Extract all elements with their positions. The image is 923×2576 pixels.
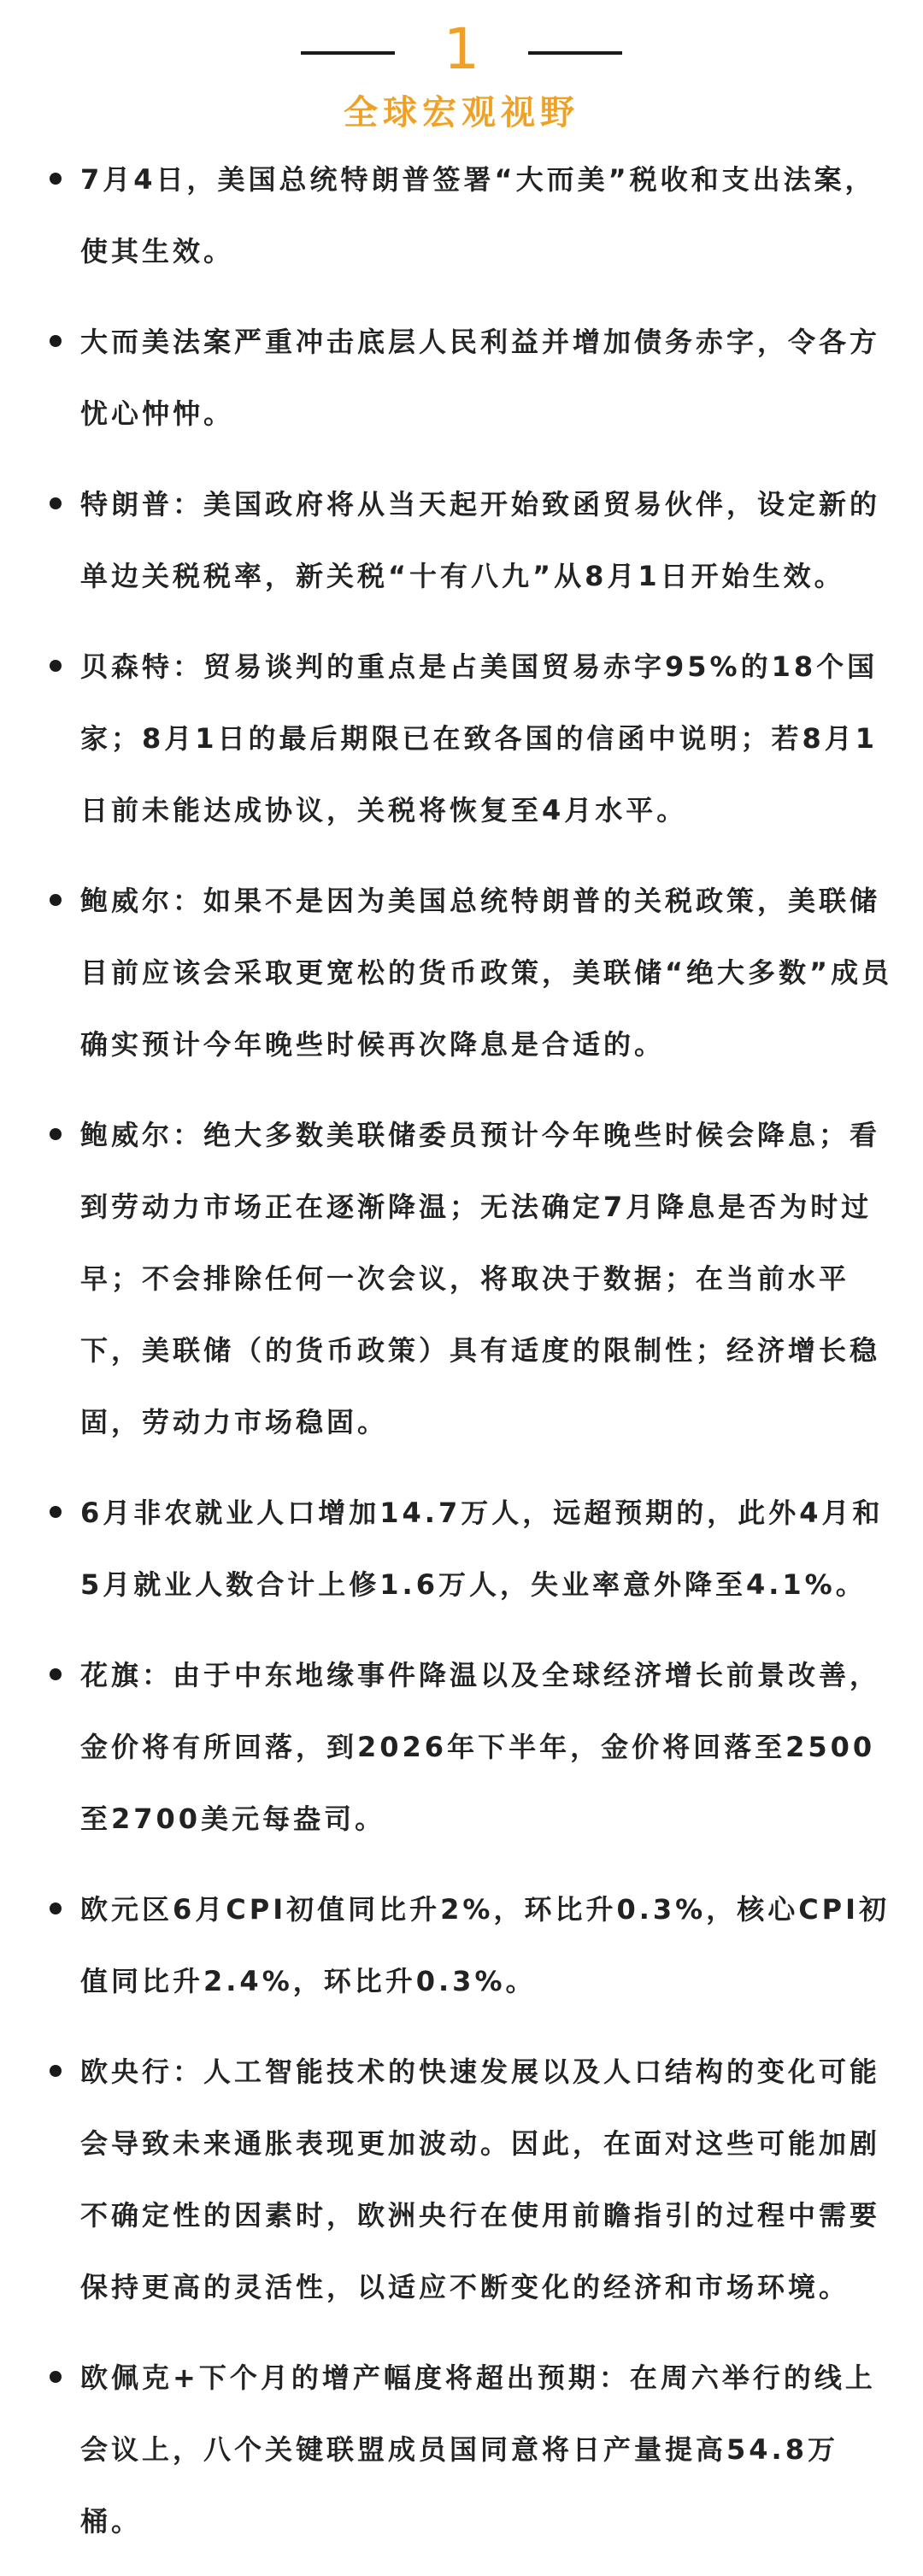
section-number: 1 (444, 16, 479, 82)
news-item (50, 1873, 896, 2017)
right-divider-line (528, 51, 622, 55)
news-item-text: 花旗：由于中东地缘事件降温以及全球经济增长前景改善，金价将有所回落，到2026年下半年，金价将回落至2500至2700美元每盎司。 (80, 1659, 881, 1835)
news-item (50, 468, 896, 612)
news-item (50, 306, 896, 450)
news-item-text: 欧元区6月CPI初值同比升2%，环比升0.3%，核心CPI初值同比升2.4%，环比升0.3%。 (80, 1893, 891, 1997)
news-item-text: 6月非农就业人口增加14.7万人，远超预期的，此外4月和5月就业人数合计上修1.6万人，失业率意外降至4.1%。 (80, 1497, 884, 1601)
news-item-text: 7月4日，美国总统特朗普签署“大而美”税收和支出法案，使其生效。 (80, 163, 876, 268)
bullet-dot-icon (50, 894, 62, 906)
news-item-text: 贝森特：贸易谈判的重点是占美国贸易赤字95%的18个国家；8月1日的最后期限已在致各国的信函中说明；若8月1日前未能达成协议，关税将恢复至4月水平。 (80, 650, 879, 826)
section-number-row (0, 15, 923, 84)
bullet-dot-icon (50, 335, 62, 347)
bullet-dot-icon (50, 1668, 62, 1680)
news-item (50, 1099, 896, 1458)
bullet-dot-icon (50, 660, 62, 672)
bullet-dot-icon (50, 2065, 62, 2077)
section-title: 全球宏观视野 (344, 93, 579, 132)
news-item (50, 631, 896, 846)
news-item (50, 144, 896, 287)
bullet-dot-icon (50, 1128, 62, 1140)
news-item (50, 1477, 896, 1620)
news-item (50, 865, 896, 1080)
bullet-dot-icon (50, 1506, 62, 1518)
news-item-text: 大而美法案严重冲击底层人民利益并增加债务赤字，令各方忧心忡忡。 (80, 326, 881, 430)
news-item-text: 鲍威尔：绝大多数美联储委员预计今年晚些时候会降息；看到劳动力市场正在逐渐降温；无法确定7月降息是否为时过早；不会排除任何一次会议，将取决于数据；在当前水平下，美联储（的货币政策）具有适度的限制性；经济增长稳固，劳动力市场稳固。 (80, 1119, 881, 1438)
bullet-dot-icon (50, 497, 62, 509)
bullet-dot-icon (50, 2371, 62, 2383)
news-item-text: 欧央行：人工智能技术的快速发展以及人口结构的变化可能会导致未来通胀表现更加波动。因此，在面对这些可能加剧不确定性的因素时，欧洲央行在使用前瞻指引的过程中需要保持更高的灵活性，以适应不断变化的经济和市场环境。 (80, 2056, 881, 2303)
news-item (50, 2342, 896, 2557)
news-item-text: 鲍威尔：如果不是因为美国总统特朗普的关税政策，美联储目前应该会采取更宽松的货币政策，美联储“绝大多数”成员确实预计今年晚些时候再次降息是合适的。 (80, 885, 893, 1061)
section-header (0, 0, 923, 145)
bullet-dot-icon (50, 1903, 62, 1914)
news-item (50, 2036, 896, 2323)
news-item (50, 1639, 896, 1855)
news-bullet-list (50, 144, 896, 2576)
news-item-text: 欧佩克+下个月的增产幅度将超出预期：在周六举行的线上会议上，八个关键联盟成员国同意将日产量提高54.8万桶。 (80, 2361, 876, 2538)
news-item-text: 特朗普：美国政府将从当天起开始致函贸易伙伴，设定新的单边关税税率，新关税“十有八九”从8月1日开始生效。 (80, 488, 881, 592)
bullet-dot-icon (50, 173, 62, 185)
